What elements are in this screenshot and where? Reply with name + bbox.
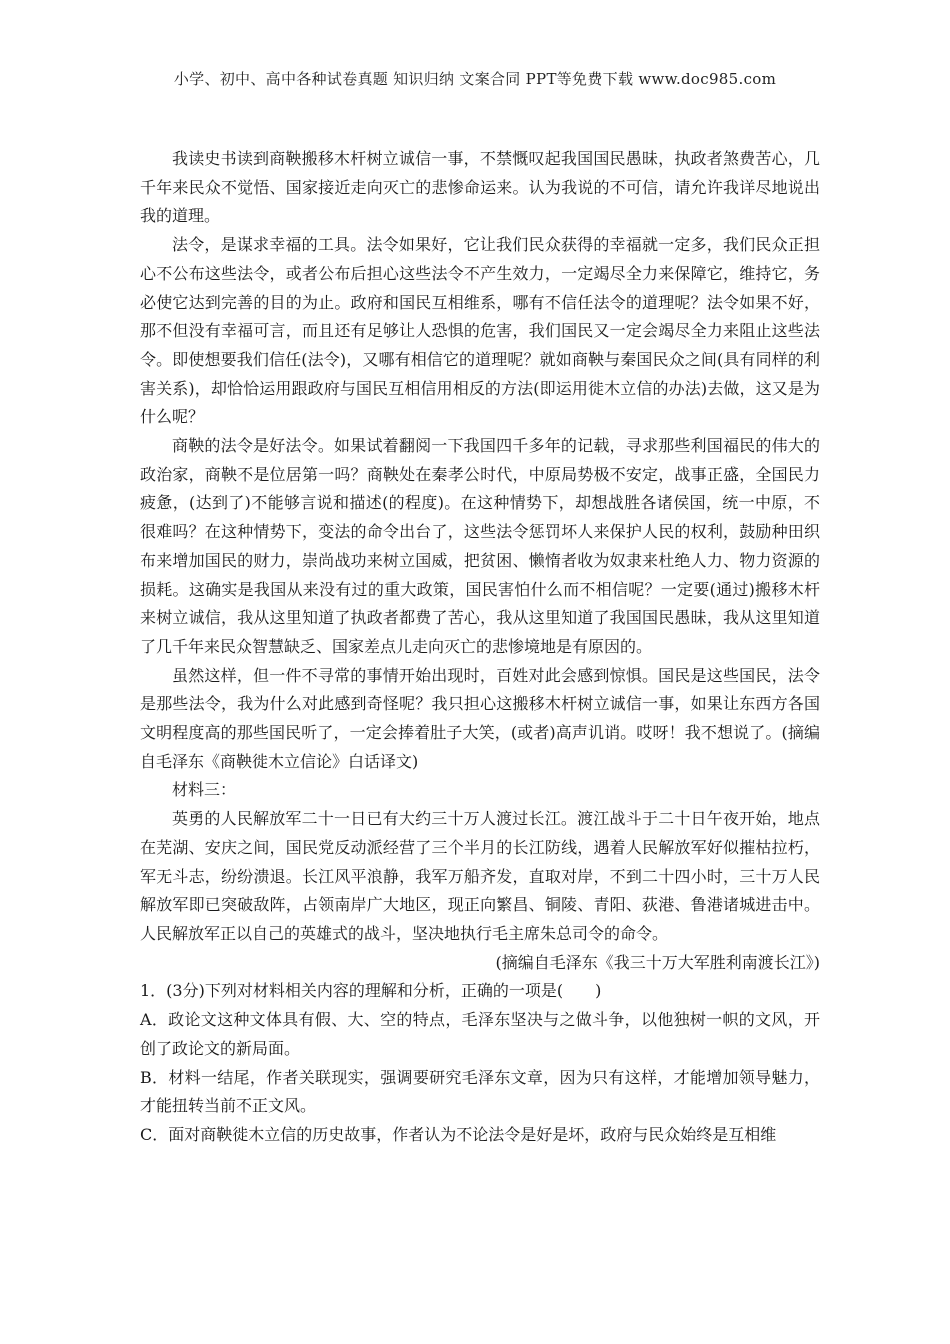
material2-paragraph-1: 我读史书读到商鞅搬移木杆树立诚信一事，不禁慨叹起我国国民愚昧，执政者煞费苦心，几千年来民众不觉悟、国家接近走向灭亡的悲惨命运来。认为我说的不可信，请允许我详尽地说出我的道理。 <box>140 149 820 226</box>
document-body <box>140 145 820 1150</box>
material3-heading: 材料三： <box>172 780 237 800</box>
material2-paragraph-3: 商鞅的法令是好法令。如果试着翻阅一下我国四千多年的记载，寻求那些利国福民的伟大的政治家，商鞅不是位居第一吗？商鞅处在秦孝公时代，中原局势极不安定，战事正盛，全国民力疲惫，(达到了)不能够言说和描述(的程度)。在这种情势下，却想战胜各诸侯国，统一中原，不很难吗？在这种情势下，变法的命令出台了，这些法令惩罚坏人来保护人民的权利，鼓励种田织布来增加国民的财力，崇尚战功来树立国威，把贫困、懒惰者收为奴隶来杜绝人力、物力资源的损耗。这确实是我国从来没有过的重大政策，国民害怕什么而不相信呢？一定要(通过)搬移木杆来树立诚信，我从这里知道了执政者都费了苦心，我从这里知道了我国国民愚昧，我从这里知道了几千年来民众智慧缺乏、国家差点儿走向灭亡的悲惨境地是有原因的。 <box>140 436 820 656</box>
option-b: B．材料一结尾，作者关联现实，强调要研究毛泽东文章，因为只有这样，才能增加领导魅力，才能扭转当前不正文风。 <box>140 1067 820 1116</box>
material2-paragraph-2: 法令，是谋求幸福的工具。法令如果好，它让我们民众获得的幸福就一定多，我们民众正担心不公布这些法令，或者公布后担心这些法令不产生效力，一定竭尽全力来保障它，维持它，务必使它达到完善的目的为止。政府和国民互相维系，哪有不信任法令的道理呢？法令如果不好，那不但没有幸福可言，而且还有足够让人恐惧的危害，我们国民又一定会竭尽全力来阻止这些法令。即使想要我们信任(法令)，又哪有相信它的道理呢？就如商鞅与秦国民众之间(具有同样的利害关系)，却恰恰运用跟政府与国民互相信用相反的方法(即运用徙木立信的办法)去做，这又是为什么呢？ <box>140 235 820 427</box>
material2-paragraph-4: 虽然这样，但一件不寻常的事情开始出现时，百姓对此会感到惊惧。国民是这些国民，法令是那些法令，我为什么对此感到奇怪呢？我只担心这搬移木杆树立诚信一事，如果让东西方各国文明程度高的那些国民听了，一定会捧着肚子大笑，(或者)高声讥诮。哎呀！我不想说了。(摘编自毛泽东《商鞅徙木立信论》白话译文) <box>140 665 820 771</box>
option-a: A．政论文这种文体具有假、大、空的特点，毛泽东坚决与之做斗争，以他独树一帜的文风，开创了政论文的新局面。 <box>140 1010 820 1058</box>
question-stem: 1．(3分)下列对材料相关内容的理解和分析，正确的一项是( ) <box>140 981 602 1001</box>
material3-paragraph: 英勇的人民解放军二十一日已有大约三十万人渡过长江。渡江战斗于二十日午夜开始，地点在芜湖、安庆之间，国民党反动派经营了三个半月的长江防线，遇着人民解放军好似摧枯拉朽，军无斗志，纷纷溃退。长江风平浪静，我军万船齐发，直取对岸，不到二十四小时，三十万人民解放军即已突破敌阵，占领南岸广大地区，现正向繁昌、铜陵、青阳、荻港、鲁港诸城进击中。人民解放军正以自己的英雄式的战斗，坚决地执行毛主席朱总司令的命令。 <box>140 809 820 943</box>
option-c: C．面对商鞅徙木立信的历史故事，作者认为不论法令是好是坏，政府与民众始终是互相维 <box>140 1124 777 1144</box>
question-1 <box>140 977 820 1149</box>
material3-source: (摘编自毛泽东《我三十万大军胜利南渡长江》) <box>495 952 820 972</box>
page-header: 小学、初中、高中各种试卷真题 知识归纳 文案合同 PPT等免费下载 www.doc985.com <box>173 70 777 88</box>
